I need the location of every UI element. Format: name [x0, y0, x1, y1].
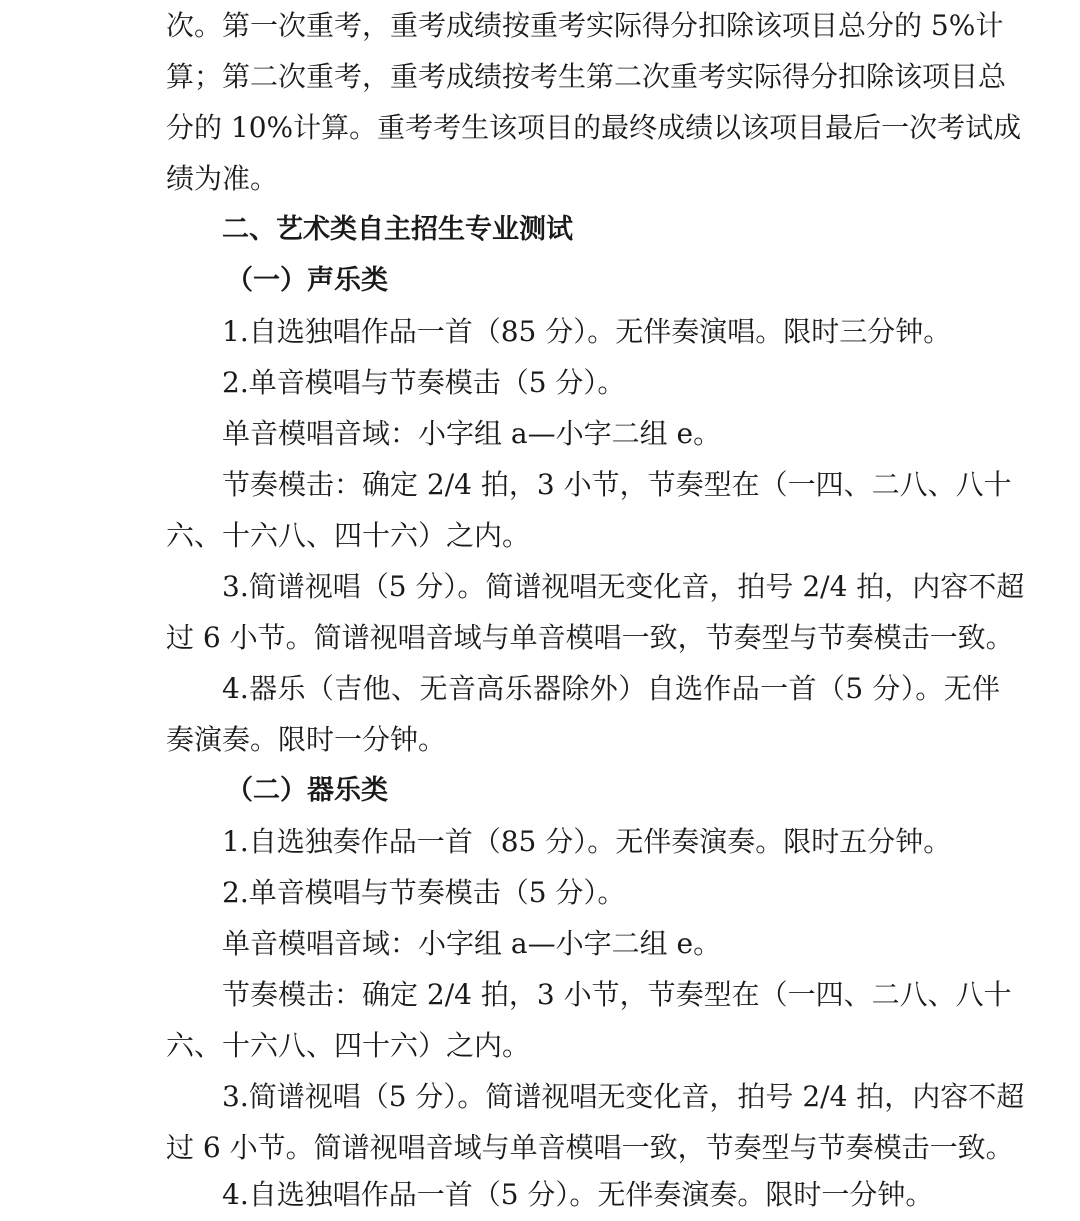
paragraph-line: 六、十六八、四十六）之内。: [166, 1029, 531, 1062]
paragraph-line: 分的 10%计算。重考考生该项目的最终成绩以该项目最后一次考试成: [166, 111, 1022, 144]
paragraph-line: 过 6 小节。简谱视唱音域与单音模唱一致，节奏型与节奏模击一致。: [166, 1131, 1014, 1164]
list-item: 4.器乐（吉他、无音高乐器除外）自选作品一首（5 分）。无伴: [222, 672, 1000, 705]
list-item: 3.简谱视唱（5 分）。简谱视唱无变化音，拍号 2/4 拍，内容不超: [222, 1080, 1025, 1113]
list-item: 2.单音模唱与节奏模击（5 分）。: [222, 876, 626, 909]
subsection-heading: （一）声乐类: [226, 265, 388, 296]
paragraph-line: 单音模唱音域：小字组 a—小字二组 e。: [222, 417, 722, 450]
list-item: 2.单音模唱与节奏模击（5 分）。: [222, 366, 626, 399]
paragraph-line: 节奏模击：确定 2/4 拍，3 小节，节奏型在（一四、二八、八十: [222, 978, 1012, 1011]
paragraph-line: 过 6 小节。简谱视唱音域与单音模唱一致，节奏型与节奏模击一致。: [166, 621, 1014, 654]
list-item: 1.自选独奏作品一首（85 分）。无伴奏演奏。限时五分钟。: [222, 825, 952, 858]
paragraph-line: 单音模唱音域：小字组 a—小字二组 e。: [222, 927, 722, 960]
paragraph-line: 算；第二次重考，重考成绩按考生第二次重考实际得分扣除该项目总: [166, 60, 1007, 93]
list-item: 3.简谱视唱（5 分）。简谱视唱无变化音，拍号 2/4 拍，内容不超: [222, 570, 1025, 603]
paragraph-line: 绩为准。: [166, 162, 279, 195]
list-item: 4.自选独唱作品一首（5 分）。无伴奏演奏。限时一分钟。: [222, 1178, 934, 1211]
paragraph-line: 节奏模击：确定 2/4 拍，3 小节，节奏型在（一四、二八、八十: [222, 468, 1012, 501]
section-heading: 二、艺术类自主招生专业测试: [222, 214, 573, 245]
list-item: 1.自选独唱作品一首（85 分）。无伴奏演唱。限时三分钟。: [222, 315, 952, 348]
subsection-heading: （二）器乐类: [226, 775, 388, 806]
paragraph-line: 次。第一次重考，重考成绩按重考实际得分扣除该项目总分的 5%计: [166, 9, 1004, 42]
paragraph-line: 六、十六八、四十六）之内。: [166, 519, 531, 552]
paragraph-line: 奏演奏。限时一分钟。: [166, 723, 447, 756]
